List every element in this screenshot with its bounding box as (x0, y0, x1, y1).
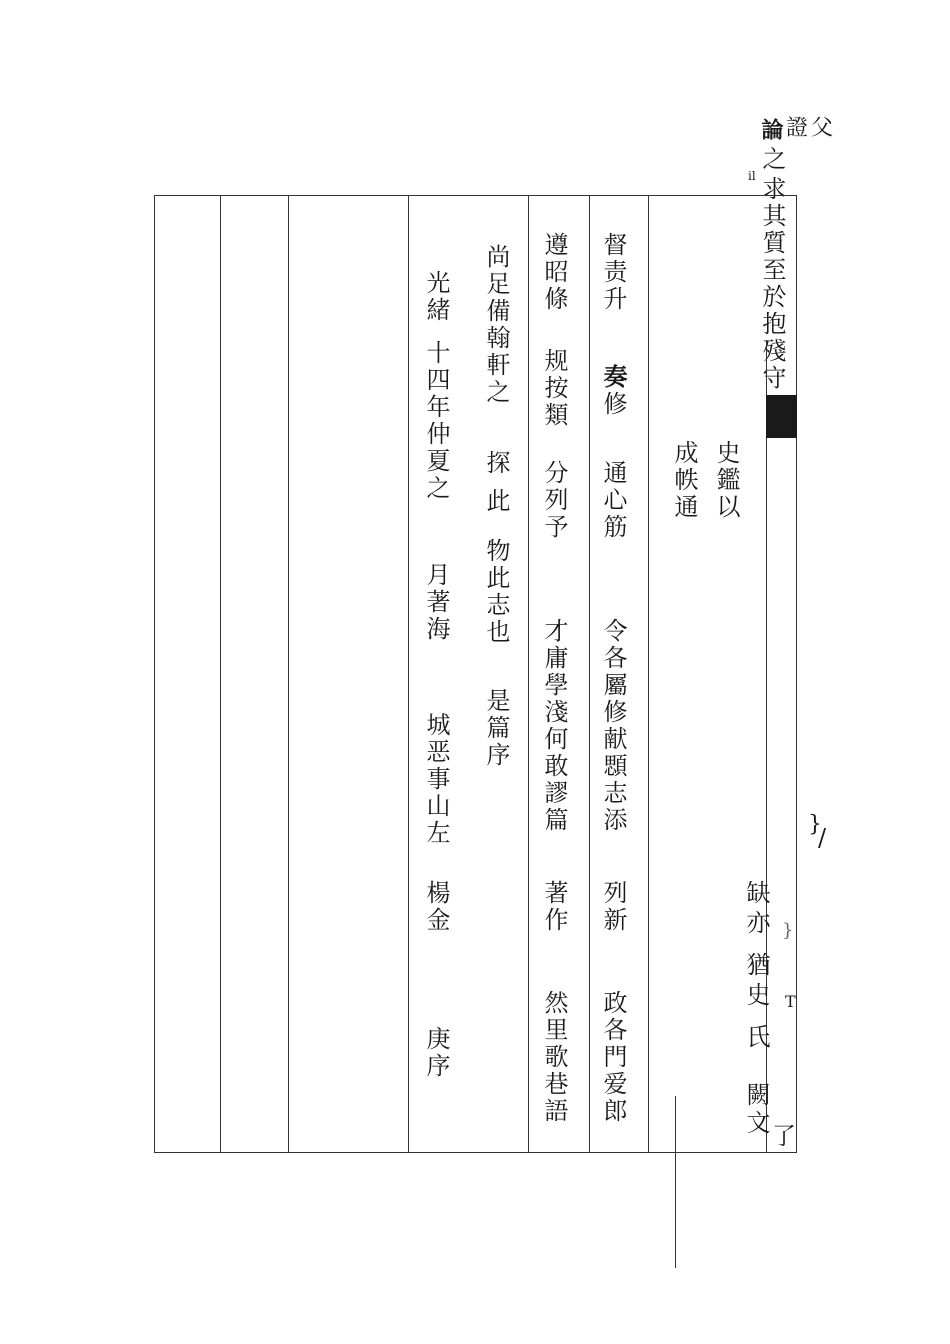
margin-note: 亦 (742, 910, 770, 937)
text-column: 然里歌巷語 (540, 990, 568, 1125)
margin-note: 氏 (742, 1024, 770, 1051)
brace-mark: } (782, 920, 794, 941)
text-column: 尚足備翰軒之 (482, 244, 510, 406)
text-column: 光緒 (422, 270, 450, 324)
text-column: 规按類 (540, 348, 568, 429)
header-line-b: 求其質至於抱殘守 (758, 176, 786, 392)
table-frame (154, 195, 797, 1153)
brace-mark: } (808, 812, 822, 837)
margin-note: 缺 (742, 880, 770, 907)
text-column: 政各門爱郎 (599, 990, 627, 1125)
title-bold-char (760, 118, 782, 143)
text-column: 月著海 (422, 562, 450, 643)
slash-mark: / (818, 824, 827, 852)
liao-mark: 了 (772, 1122, 796, 1150)
margin-note: 猶 (742, 952, 770, 979)
text-column: 著作 (540, 880, 568, 934)
column-divider (648, 195, 649, 1153)
text-bold-char: 奏 (599, 364, 628, 391)
text-column: 通心筋 (599, 460, 627, 541)
text-char: 修 (599, 391, 627, 418)
text-column: 才庸學淺何敢謬篇 (540, 618, 568, 834)
margin-note: 史 (742, 982, 770, 1009)
text-column: 探 (482, 450, 510, 477)
title-rest: 證父 (786, 116, 837, 141)
text-column: 分列予 (540, 460, 568, 541)
text-column: 遵昭條 (540, 232, 568, 313)
text-column: 此 (482, 488, 510, 515)
margin-note: 文 (742, 1110, 770, 1137)
column-divider (288, 195, 289, 1153)
tiny-mark: il (748, 169, 756, 183)
column-divider (220, 195, 221, 1153)
text-column: 史鑑以 (712, 440, 740, 521)
text-column: 成帙通 (670, 440, 698, 521)
text-column: 庚序 (422, 1026, 450, 1080)
margin-note: 闕 (742, 1082, 770, 1109)
text-column: 列新 (599, 880, 627, 934)
text-column: 物此志也 (482, 538, 510, 646)
ink-block (766, 395, 797, 438)
text-column: 十四年仲夏之 (422, 340, 450, 502)
ruled-line (675, 1096, 676, 1268)
column-divider (528, 195, 529, 1153)
column-divider (408, 195, 409, 1153)
column-divider (589, 195, 590, 1153)
title-bold: 論 (758, 118, 784, 143)
t-mark: T (785, 992, 796, 1011)
header-line-a: 之 (758, 146, 786, 173)
text-column: 城恶事山左 (422, 712, 450, 847)
text-column: 楊金 (422, 880, 450, 934)
text-column: 是篇序 (482, 688, 510, 769)
text-column: 令各屬修献顋志添 (599, 618, 627, 834)
text-column: 督责升 (599, 232, 627, 313)
